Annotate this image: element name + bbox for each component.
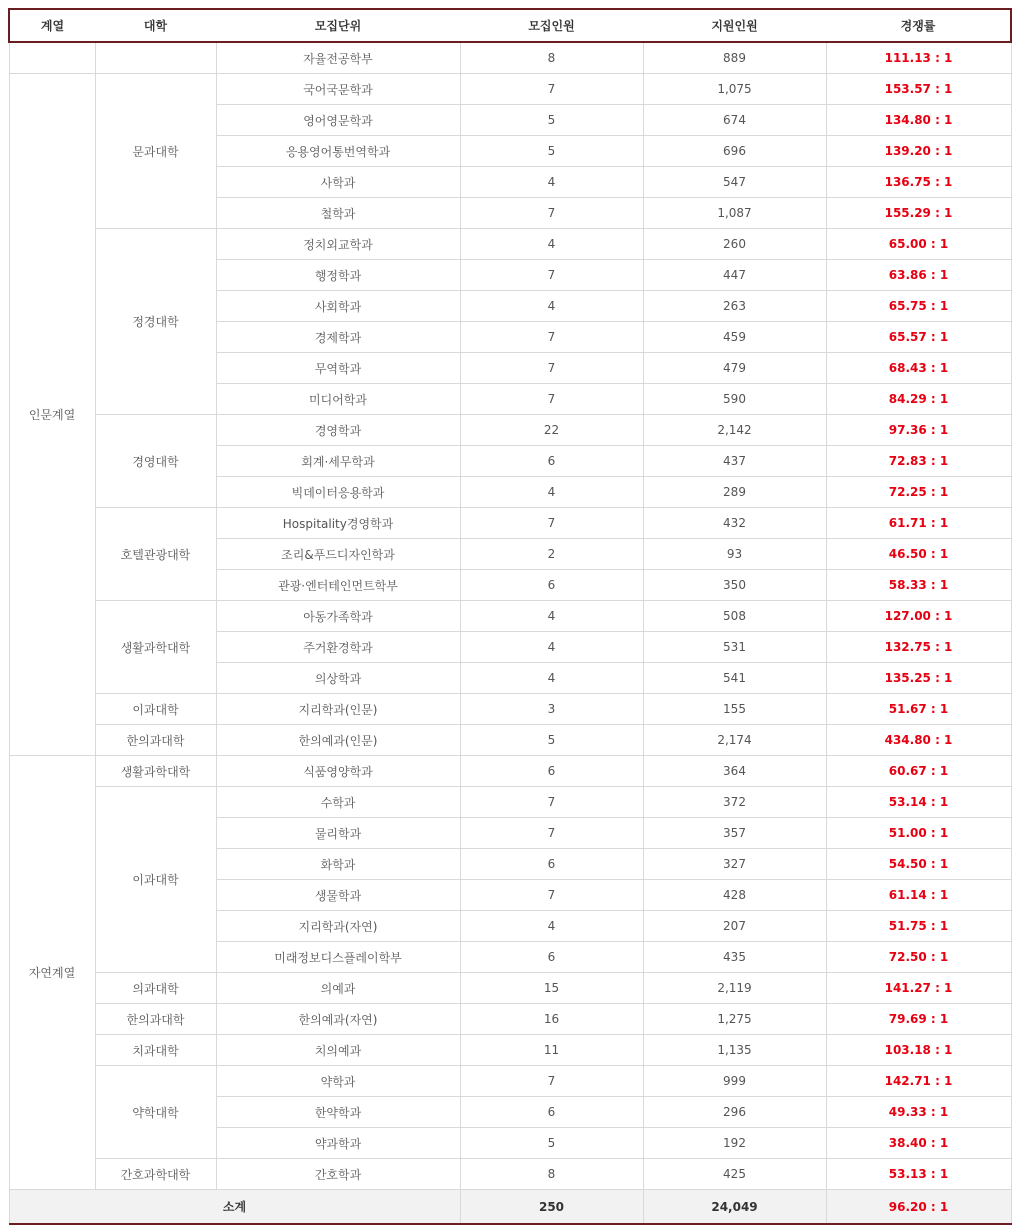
applicants-cell: 447 bbox=[643, 260, 826, 291]
rate-cell: 134.80 : 1 bbox=[826, 105, 1011, 136]
rate-cell: 63.86 : 1 bbox=[826, 260, 1011, 291]
department-cell: 자율전공학부 bbox=[216, 42, 460, 74]
rate-cell: 136.75 : 1 bbox=[826, 167, 1011, 198]
header-quota: 모집인원 bbox=[460, 9, 643, 42]
quota-cell: 4 bbox=[460, 601, 643, 632]
applicants-cell: 547 bbox=[643, 167, 826, 198]
quota-cell: 4 bbox=[460, 632, 643, 663]
applicants-cell: 508 bbox=[643, 601, 826, 632]
applicants-cell: 425 bbox=[643, 1159, 826, 1190]
quota-cell: 15 bbox=[460, 973, 643, 1004]
rate-cell: 49.33 : 1 bbox=[826, 1097, 1011, 1128]
department-cell: 행정학과 bbox=[216, 260, 460, 291]
applicants-cell: 432 bbox=[643, 508, 826, 539]
applicants-cell: 428 bbox=[643, 880, 826, 911]
table-body bbox=[9, 42, 1011, 1190]
track-cell bbox=[9, 42, 95, 74]
applicants-cell: 357 bbox=[643, 818, 826, 849]
department-cell: 회계·세무학과 bbox=[216, 446, 460, 477]
college-cell: 생활과학대학 bbox=[95, 601, 216, 694]
quota-cell: 4 bbox=[460, 911, 643, 942]
quota-cell: 16 bbox=[460, 1004, 643, 1035]
applicants-cell: 479 bbox=[643, 353, 826, 384]
quota-cell: 6 bbox=[460, 756, 643, 787]
department-cell: 의상학과 bbox=[216, 663, 460, 694]
table-row bbox=[9, 42, 1011, 74]
college-cell: 한의과대학 bbox=[95, 725, 216, 756]
applicants-cell: 889 bbox=[643, 42, 826, 74]
quota-cell: 6 bbox=[460, 849, 643, 880]
department-cell: 수학과 bbox=[216, 787, 460, 818]
college-cell: 간호과학대학 bbox=[95, 1159, 216, 1190]
applicants-cell: 1,135 bbox=[643, 1035, 826, 1066]
table-row bbox=[9, 1035, 1011, 1066]
quota-cell: 4 bbox=[460, 663, 643, 694]
header-rate: 경쟁률 bbox=[826, 9, 1011, 42]
subtotal-row bbox=[9, 1190, 1011, 1225]
table-row bbox=[9, 74, 1011, 105]
quota-cell: 7 bbox=[460, 787, 643, 818]
applicants-cell: 2,142 bbox=[643, 415, 826, 446]
applicants-cell: 674 bbox=[643, 105, 826, 136]
applicants-cell: 1,087 bbox=[643, 198, 826, 229]
applicants-cell: 435 bbox=[643, 942, 826, 973]
college-cell: 경영대학 bbox=[95, 415, 216, 508]
department-cell: 식품영양학과 bbox=[216, 756, 460, 787]
quota-cell: 7 bbox=[460, 353, 643, 384]
college-cell bbox=[95, 42, 216, 74]
department-cell: 국어국문학과 bbox=[216, 74, 460, 105]
quota-cell: 7 bbox=[460, 508, 643, 539]
applicants-cell: 263 bbox=[643, 291, 826, 322]
quota-cell: 7 bbox=[460, 260, 643, 291]
department-cell: 사학과 bbox=[216, 167, 460, 198]
subtotal-quota: 250 bbox=[460, 1190, 643, 1225]
rate-cell: 132.75 : 1 bbox=[826, 632, 1011, 663]
applicants-cell: 696 bbox=[643, 136, 826, 167]
rate-cell: 51.67 : 1 bbox=[826, 694, 1011, 725]
rate-cell: 58.33 : 1 bbox=[826, 570, 1011, 601]
competition-rate-table bbox=[8, 8, 1012, 1225]
rate-cell: 142.71 : 1 bbox=[826, 1066, 1011, 1097]
applicants-cell: 1,275 bbox=[643, 1004, 826, 1035]
rate-cell: 72.25 : 1 bbox=[826, 477, 1011, 508]
rate-cell: 72.50 : 1 bbox=[826, 942, 1011, 973]
applicants-cell: 296 bbox=[643, 1097, 826, 1128]
table-row bbox=[9, 973, 1011, 1004]
rate-cell: 65.75 : 1 bbox=[826, 291, 1011, 322]
applicants-cell: 2,174 bbox=[643, 725, 826, 756]
department-cell: 영어영문학과 bbox=[216, 105, 460, 136]
department-cell: 약과학과 bbox=[216, 1128, 460, 1159]
rate-cell: 155.29 : 1 bbox=[826, 198, 1011, 229]
applicants-cell: 531 bbox=[643, 632, 826, 663]
quota-cell: 5 bbox=[460, 136, 643, 167]
rate-cell: 38.40 : 1 bbox=[826, 1128, 1011, 1159]
quota-cell: 7 bbox=[460, 1066, 643, 1097]
table-row bbox=[9, 415, 1011, 446]
department-cell: 한의예과(인문) bbox=[216, 725, 460, 756]
table-row bbox=[9, 1066, 1011, 1097]
quota-cell: 7 bbox=[460, 818, 643, 849]
applicants-cell: 327 bbox=[643, 849, 826, 880]
applicants-cell: 372 bbox=[643, 787, 826, 818]
department-cell: 사회학과 bbox=[216, 291, 460, 322]
quota-cell: 6 bbox=[460, 942, 643, 973]
department-cell: 응용영어통번역학과 bbox=[216, 136, 460, 167]
department-cell: 미디어학과 bbox=[216, 384, 460, 415]
department-cell: 아동가족학과 bbox=[216, 601, 460, 632]
rate-cell: 60.67 : 1 bbox=[826, 756, 1011, 787]
header-row bbox=[9, 9, 1011, 42]
college-cell: 호텔관광대학 bbox=[95, 508, 216, 601]
applicants-cell: 155 bbox=[643, 694, 826, 725]
department-cell: 빅데이터응용학과 bbox=[216, 477, 460, 508]
quota-cell: 6 bbox=[460, 570, 643, 601]
rate-cell: 68.43 : 1 bbox=[826, 353, 1011, 384]
rate-cell: 84.29 : 1 bbox=[826, 384, 1011, 415]
header-track: 계열 bbox=[9, 9, 95, 42]
rate-cell: 65.57 : 1 bbox=[826, 322, 1011, 353]
department-cell: 한의예과(자연) bbox=[216, 1004, 460, 1035]
college-cell: 약학대학 bbox=[95, 1066, 216, 1159]
table-row bbox=[9, 229, 1011, 260]
college-cell: 생활과학대학 bbox=[95, 756, 216, 787]
table-row bbox=[9, 1004, 1011, 1035]
rate-cell: 61.14 : 1 bbox=[826, 880, 1011, 911]
rate-cell: 65.00 : 1 bbox=[826, 229, 1011, 260]
rate-cell: 97.36 : 1 bbox=[826, 415, 1011, 446]
college-cell: 정경대학 bbox=[95, 229, 216, 415]
applicants-cell: 289 bbox=[643, 477, 826, 508]
department-cell: 관광·엔터테인먼트학부 bbox=[216, 570, 460, 601]
department-cell: Hospitality경영학과 bbox=[216, 508, 460, 539]
rate-cell: 72.83 : 1 bbox=[826, 446, 1011, 477]
header-college: 대학 bbox=[95, 9, 216, 42]
quota-cell: 7 bbox=[460, 322, 643, 353]
quota-cell: 6 bbox=[460, 1097, 643, 1128]
rate-cell: 53.14 : 1 bbox=[826, 787, 1011, 818]
department-cell: 한약학과 bbox=[216, 1097, 460, 1128]
college-cell: 이과대학 bbox=[95, 787, 216, 973]
rate-cell: 111.13 : 1 bbox=[826, 42, 1011, 74]
applicants-cell: 437 bbox=[643, 446, 826, 477]
rate-cell: 141.27 : 1 bbox=[826, 973, 1011, 1004]
table-row bbox=[9, 601, 1011, 632]
applicants-cell: 207 bbox=[643, 911, 826, 942]
admission-results bbox=[8, 8, 1010, 1225]
applicants-cell: 590 bbox=[643, 384, 826, 415]
department-cell: 철학과 bbox=[216, 198, 460, 229]
college-cell: 치과대학 bbox=[95, 1035, 216, 1066]
track-cell: 자연계열 bbox=[9, 756, 95, 1190]
department-cell: 정치외교학과 bbox=[216, 229, 460, 260]
quota-cell: 11 bbox=[460, 1035, 643, 1066]
rate-cell: 103.18 : 1 bbox=[826, 1035, 1011, 1066]
subtotal-label: 소계 bbox=[9, 1190, 460, 1225]
quota-cell: 7 bbox=[460, 384, 643, 415]
quota-cell: 4 bbox=[460, 229, 643, 260]
quota-cell: 4 bbox=[460, 291, 643, 322]
rate-cell: 51.00 : 1 bbox=[826, 818, 1011, 849]
department-cell: 무역학과 bbox=[216, 353, 460, 384]
department-cell: 경영학과 bbox=[216, 415, 460, 446]
department-cell: 화학과 bbox=[216, 849, 460, 880]
applicants-cell: 364 bbox=[643, 756, 826, 787]
college-cell: 이과대학 bbox=[95, 694, 216, 725]
department-cell: 지리학과(자연) bbox=[216, 911, 460, 942]
table-row bbox=[9, 508, 1011, 539]
rate-cell: 54.50 : 1 bbox=[826, 849, 1011, 880]
applicants-cell: 1,075 bbox=[643, 74, 826, 105]
applicants-cell: 2,119 bbox=[643, 973, 826, 1004]
college-cell: 문과대학 bbox=[95, 74, 216, 229]
rate-cell: 46.50 : 1 bbox=[826, 539, 1011, 570]
applicants-cell: 459 bbox=[643, 322, 826, 353]
applicants-cell: 93 bbox=[643, 539, 826, 570]
table-row bbox=[9, 1159, 1011, 1190]
applicants-cell: 999 bbox=[643, 1066, 826, 1097]
applicants-cell: 192 bbox=[643, 1128, 826, 1159]
quota-cell: 4 bbox=[460, 477, 643, 508]
quota-cell: 5 bbox=[460, 1128, 643, 1159]
department-cell: 약학과 bbox=[216, 1066, 460, 1097]
department-cell: 조리&푸드디자인학과 bbox=[216, 539, 460, 570]
subtotal-rate: 96.20 : 1 bbox=[826, 1190, 1011, 1225]
table-row bbox=[9, 694, 1011, 725]
department-cell: 간호학과 bbox=[216, 1159, 460, 1190]
college-cell: 의과대학 bbox=[95, 973, 216, 1004]
quota-cell: 2 bbox=[460, 539, 643, 570]
quota-cell: 8 bbox=[460, 42, 643, 74]
rate-cell: 127.00 : 1 bbox=[826, 601, 1011, 632]
rate-cell: 434.80 : 1 bbox=[826, 725, 1011, 756]
rate-cell: 139.20 : 1 bbox=[826, 136, 1011, 167]
rate-cell: 53.13 : 1 bbox=[826, 1159, 1011, 1190]
department-cell: 의예과 bbox=[216, 973, 460, 1004]
rate-cell: 51.75 : 1 bbox=[826, 911, 1011, 942]
applicants-cell: 350 bbox=[643, 570, 826, 601]
header-department: 모집단위 bbox=[216, 9, 460, 42]
table-row bbox=[9, 756, 1011, 787]
rate-cell: 79.69 : 1 bbox=[826, 1004, 1011, 1035]
quota-cell: 8 bbox=[460, 1159, 643, 1190]
quota-cell: 22 bbox=[460, 415, 643, 446]
quota-cell: 7 bbox=[460, 198, 643, 229]
department-cell: 경제학과 bbox=[216, 322, 460, 353]
applicants-cell: 260 bbox=[643, 229, 826, 260]
table-row bbox=[9, 725, 1011, 756]
table-row bbox=[9, 787, 1011, 818]
track-cell: 인문계열 bbox=[9, 74, 95, 756]
department-cell: 물리학과 bbox=[216, 818, 460, 849]
quota-cell: 5 bbox=[460, 105, 643, 136]
quota-cell: 3 bbox=[460, 694, 643, 725]
department-cell: 주거환경학과 bbox=[216, 632, 460, 663]
quota-cell: 4 bbox=[460, 167, 643, 198]
applicants-cell: 541 bbox=[643, 663, 826, 694]
rate-cell: 61.71 : 1 bbox=[826, 508, 1011, 539]
header-applicants: 지원인원 bbox=[643, 9, 826, 42]
department-cell: 미래정보디스플레이학부 bbox=[216, 942, 460, 973]
subtotal-applicants: 24,049 bbox=[643, 1190, 826, 1225]
quota-cell: 7 bbox=[460, 74, 643, 105]
rate-cell: 135.25 : 1 bbox=[826, 663, 1011, 694]
quota-cell: 7 bbox=[460, 880, 643, 911]
department-cell: 생물학과 bbox=[216, 880, 460, 911]
quota-cell: 6 bbox=[460, 446, 643, 477]
college-cell: 한의과대학 bbox=[95, 1004, 216, 1035]
department-cell: 지리학과(인문) bbox=[216, 694, 460, 725]
department-cell: 치의예과 bbox=[216, 1035, 460, 1066]
quota-cell: 5 bbox=[460, 725, 643, 756]
rate-cell: 153.57 : 1 bbox=[826, 74, 1011, 105]
